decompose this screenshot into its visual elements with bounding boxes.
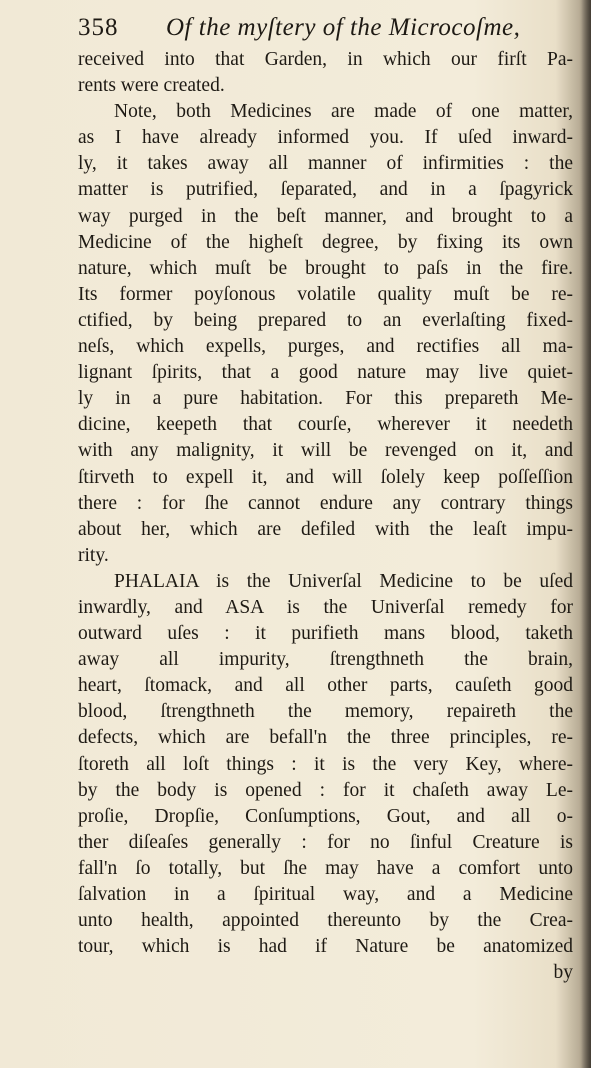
text-line: defects, which are befall'n the three principles, re- <box>78 727 573 749</box>
text-line: ctified, by being prepared to an everlaſting fixed- <box>78 309 573 331</box>
text-line: rity. <box>78 544 109 566</box>
text-line: matter is putrified, ſeparated, and in a ſpagyrick <box>78 179 573 201</box>
text-line: PHALAIA is the Univerſal Medicine to be uſed <box>114 570 573 592</box>
text-line: ſtoreth all loſt things : it is the very Key, where- <box>78 753 573 775</box>
text-line: nature, which muſt be brought to paſs in the fire. <box>78 257 573 279</box>
text-line: ſtirveth to expell it, and will ſolely keep poſſeſſion <box>78 466 573 488</box>
text-line: as I have already informed you. If uſed inward- <box>78 127 573 149</box>
text-line: inwardly, and ASA is the Univerſal remedy for <box>78 596 573 618</box>
text-line: by the body is opened : for it chaſeth away Le- <box>78 779 573 801</box>
text-line: ther diſeaſes generally : for no ſinful Creature is <box>78 831 573 853</box>
text-line: way purged in the beſt manner, and brought to a <box>78 205 573 227</box>
binding-gutter-shadow <box>581 0 591 1068</box>
page-header <box>78 10 573 50</box>
text-line: fall'n ſo totally, but ſhe may have a comfort unto <box>78 857 573 879</box>
text-line: outward uſes : it purifieth mans blood, taketh <box>78 623 573 645</box>
text-line: ly in a pure habitation. For this prepareth Me- <box>78 388 573 410</box>
text-line: ly, it takes away all manner of infirmities : the <box>78 153 573 175</box>
catchword: by <box>553 962 573 984</box>
text-line: unto health, appointed thereunto by the Crea- <box>78 910 573 932</box>
text-line: tour, which is had if Nature be anatomized <box>78 936 573 958</box>
text-line: proſie, Dropſie, Conſumptions, Gout, and all o- <box>78 805 573 827</box>
text-line: Its former poyſonous volatile quality muſt be re- <box>78 283 573 305</box>
text-line: away all impurity, ſtrengthneth the brain, <box>78 649 573 671</box>
running-title: Of the myſtery of the Microcoſme, <box>166 14 521 41</box>
text-line: blood, ſtrengthneth the memory, repaireth the <box>78 701 573 723</box>
text-line: there : for ſhe cannot endure any contrary things <box>78 492 573 514</box>
page-number: 358 <box>78 14 119 41</box>
text-line: heart, ſtomack, and all other parts, cauſeth good <box>78 675 573 697</box>
text-line: about her, which are defiled with the leaſt impu- <box>78 518 573 540</box>
text-line: received into that Garden, in which our firſt Pa- <box>78 49 573 70</box>
text-line: Note, both Medicines are made of one matter, <box>114 101 573 123</box>
text-line: Medicine of the higheſt degree, by fixing its own <box>78 231 573 253</box>
body-text <box>78 47 573 986</box>
text-line: rents were created. <box>78 75 225 97</box>
text-line: ſalvation in a ſpiritual way, and a Medicine <box>78 884 573 905</box>
text-line: dicine, keepeth that courſe, wherever it needeth <box>78 414 573 436</box>
text-line: with any malignity, it will be revenged on it, and <box>78 440 573 462</box>
text-line: neſs, which expells, purges, and rectifies all ma- <box>78 336 573 358</box>
text-line: lignant ſpirits, that a good nature may live quiet- <box>78 362 573 384</box>
